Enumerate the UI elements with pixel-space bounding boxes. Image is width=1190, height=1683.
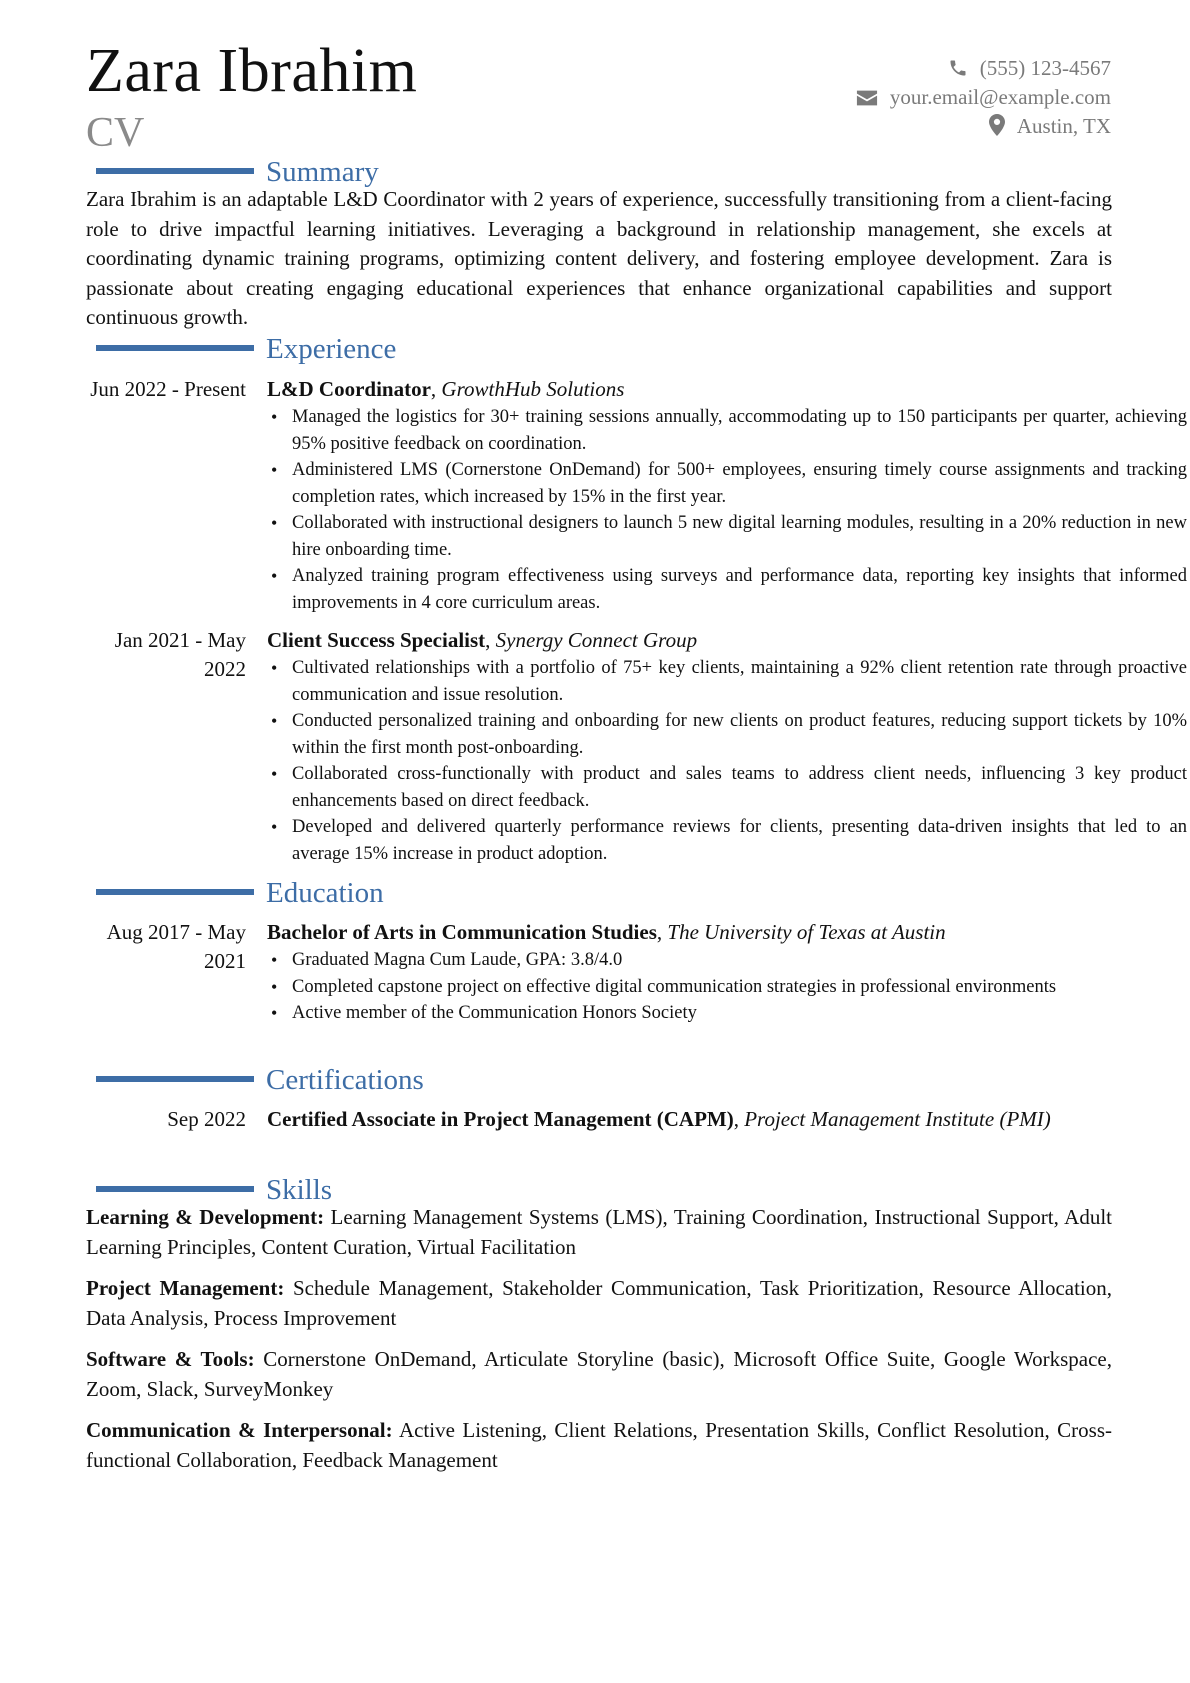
entry-org: GrowthHub Solutions: [441, 377, 625, 401]
entry-date: Aug 2017 - May 2021: [106, 920, 246, 973]
contact-location: [856, 112, 1111, 141]
skill-group: [86, 1203, 1112, 1262]
bullet-item: • Administered LMS (Cornerstone OnDemand) for 500+ employees, ensuring timely course assignments and tracking completion rates, which increased by 15% in the first year.: [267, 457, 1187, 510]
summary-text: Zara Ibrahim is an adaptable L&D Coordinator with 2 years of experience, successfully transitioning from a client-facing role to drive impactful learning initiatives. Leveraging a background in relationship management, she excels at coordinating dynamic training programs, optimizing content delivery, and fostering employee development. Zara is passionate about creating engaging educational experiences that enhance organizational capabilities and support continuous growth.: [86, 187, 1112, 329]
bullet-item: • Developed and delivered quarterly performance reviews for clients, presenting data-driven insights that led to an average 15% increase in product adoption.: [267, 814, 1187, 867]
contact-phone: [856, 54, 1111, 83]
entry-body: [267, 375, 1187, 616]
entry-heading: L&D Coordinator, GrowthHub Solutions: [267, 377, 625, 401]
skill-label: Communication & Interpersonal:: [86, 1418, 393, 1442]
contact-block: [856, 54, 1111, 141]
entry-role: Client Success Specialist: [267, 628, 486, 652]
entry-heading: Certified Associate in Project Management (CAPM), Project Management Institute (PMI): [267, 1107, 1051, 1131]
bullet-item: • Collaborated with instructional designers to launch 5 new digital learning modules, resulting in a 20% reduction in new hire onboarding time.: [267, 510, 1187, 563]
contact-email[interactable]: [856, 83, 1111, 112]
entry-heading: Bachelor of Arts in Communication Studies, The University of Texas at Austin: [267, 920, 946, 944]
bullet-item: • Managed the logistics for 30+ training sessions annually, accommodating up to 150 participants per quarter, achieving 95% positive feedback on coordination.: [267, 404, 1187, 457]
entry-role: Bachelor of Arts in Communication Studies: [267, 920, 657, 944]
bullet-item: • Active member of the Communication Honors Society: [267, 1000, 1187, 1027]
entry-body: [267, 918, 1187, 1027]
bullet-item: • Analyzed training program effectiveness using surveys and performance data, reporting key insights that informed improvements in 4 core curriculum areas.: [267, 563, 1187, 616]
skill-group: [86, 1345, 1112, 1404]
skill-items: Cornerstone OnDemand, Articulate Storyline (basic), Microsoft Office Suite, Google Workspace, Zoom, Slack, SurveyMonkey: [86, 1347, 1112, 1401]
bullet-item: • Completed capstone project on effective digital communication strategies in professional environments: [267, 974, 1187, 1001]
section-title: Skills: [266, 1174, 333, 1206]
phone-text: (555) 123-4567: [979, 56, 1111, 80]
document-subtitle: CV: [86, 110, 145, 156]
skill-items: Active Listening, Client Relations, Presentation Skills, Conflict Resolution, Cross-functional Collaboration, Feedback Management: [86, 1418, 1113, 1472]
bullet-item: • Cultivated relationships with a portfolio of 75+ key clients, maintaining a 92% client retention rate through proactive communication and issue resolution.: [267, 655, 1187, 708]
section-title: Summary: [266, 156, 379, 188]
phone-icon: [948, 58, 968, 78]
section-rule: [96, 1186, 254, 1192]
skill-items: Learning Management Systems (LMS), Training Coordination, Instructional Support, Adult Learning Principles, Content Curation, Virtual Facilitation: [86, 1205, 1112, 1259]
section-title: Education: [266, 877, 384, 909]
entry-date: Sep 2022: [167, 1107, 246, 1131]
entry-org: Project Management Institute (PMI): [744, 1107, 1051, 1131]
map-pin-icon: [989, 114, 1005, 136]
entry-date: Jun 2022 - Present: [90, 377, 246, 401]
entry-role: Certified Associate in Project Management (CAPM): [267, 1107, 734, 1131]
entry-role: L&D Coordinator: [267, 377, 431, 401]
bullet-item: • Graduated Magna Cum Laude, GPA: 3.8/4.0: [267, 947, 1187, 974]
location-text: Austin, TX: [1016, 114, 1111, 138]
email-text[interactable]: your.email@example.com: [889, 85, 1111, 109]
section-rule: [96, 889, 254, 895]
section-rule: [96, 168, 254, 174]
entry-bullets: [267, 404, 1187, 616]
skill-label: Software & Tools:: [86, 1347, 255, 1371]
entry-body: [267, 1105, 1187, 1134]
skill-group: [86, 1416, 1112, 1475]
entry-org: Synergy Connect Group: [495, 628, 698, 652]
candidate-name: Zara Ibrahim: [86, 37, 418, 105]
bullet-item: • Conducted personalized training and onboarding for new clients on product features, reducing support tickets by 10% within the first month post-onboarding.: [267, 708, 1187, 761]
entry-heading: Client Success Specialist, Synergy Connect Group: [267, 628, 698, 652]
envelope-icon: [856, 89, 878, 107]
entry-date: Jan 2021 - May 2022: [114, 628, 246, 681]
section-title: Certifications: [266, 1064, 424, 1096]
skill-items: Schedule Management, Stakeholder Communication, Task Prioritization, Resource Allocation, Data Analysis, Process Improvement: [86, 1276, 1113, 1330]
bullet-item: • Collaborated cross-functionally with product and sales teams to address client needs, influencing 3 key product enhancements based on direct feedback.: [267, 761, 1187, 814]
section-rule: [96, 345, 254, 351]
entry-bullets: [267, 655, 1187, 867]
skill-group: [86, 1274, 1112, 1333]
section-rule: [96, 1076, 254, 1082]
entry-body: [267, 626, 1187, 867]
section-title: Experience: [266, 333, 397, 365]
entry-bullets: [267, 947, 1187, 1027]
skill-label: Learning & Development:: [86, 1205, 325, 1229]
entry-org: The University of Texas at Austin: [667, 920, 946, 944]
skill-label: Project Management:: [86, 1276, 285, 1300]
